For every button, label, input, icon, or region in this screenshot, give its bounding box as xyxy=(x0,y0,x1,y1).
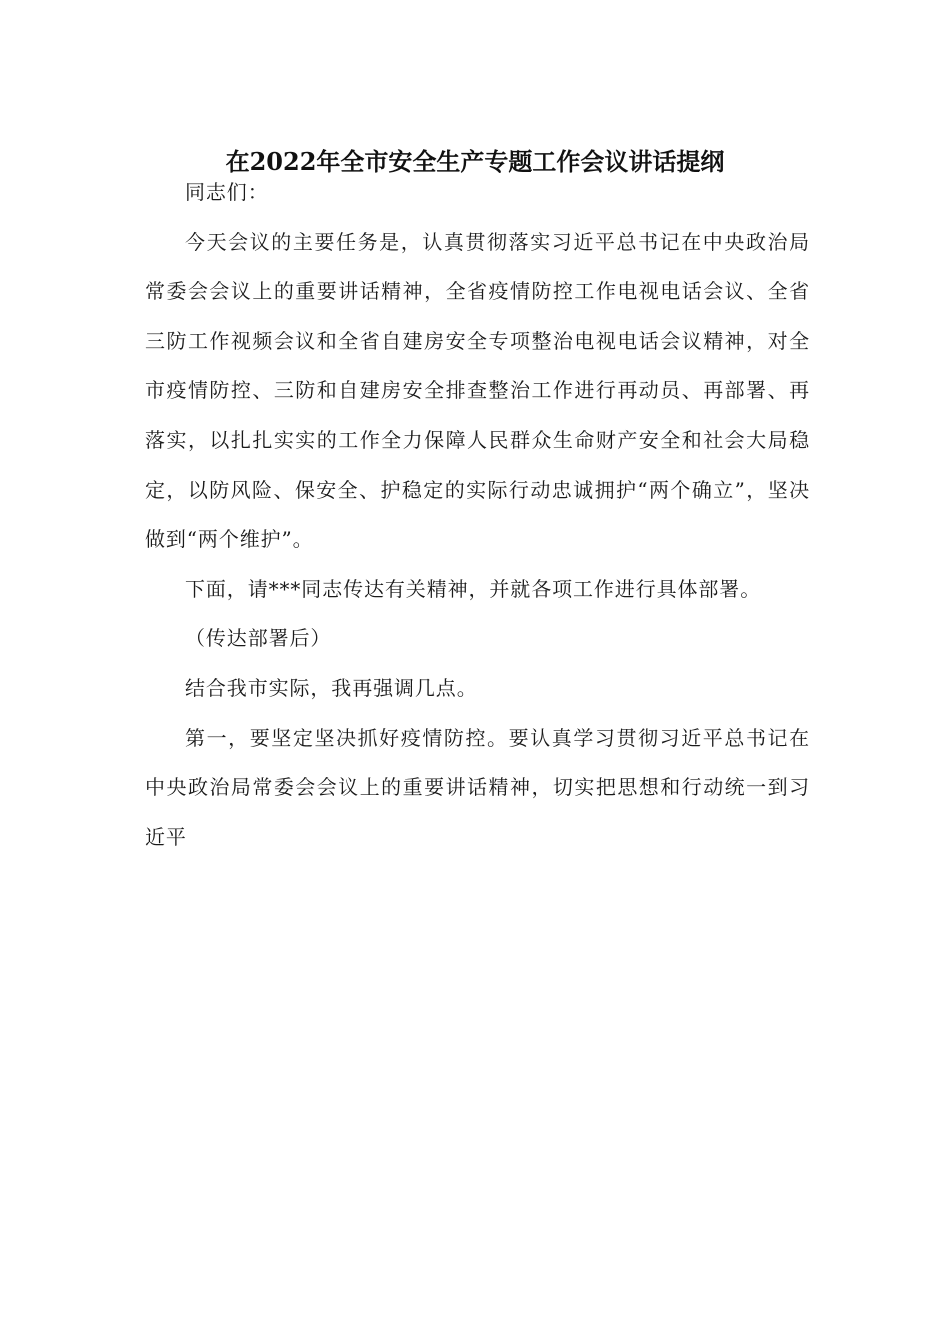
deployment-paragraph: 下面，请***同志传达有关精神，并就各项工作进行具体部署。 xyxy=(185,576,762,601)
after-deployment-note: （传达部署后） xyxy=(185,626,332,651)
first-point-paragraph: 第一，要坚定坚决抓好疫情防控。要认真学习贯彻习近平总书记在中央政治局常委会会议上的重要讲话精神，切实把思想和行动统一到习近平 xyxy=(145,725,810,849)
document-body xyxy=(145,168,810,862)
document-title: 在2022年全市安全生产专题工作会议讲话提纲 xyxy=(225,147,725,176)
emphasis-intro-paragraph: 结合我市实际，我再强调几点。 xyxy=(185,675,478,700)
greeting-paragraph: 同志们： xyxy=(185,180,269,204)
meeting-purpose-paragraph: 今天会议的主要任务是，认真贯彻落实习近平总书记在中央政治局常委会会议上的重要讲话精神，全省疫情防控工作电视电话会议、全省三防工作视频会议和全省自建房安全专项整治电视电话会议精神，对全市疫情防控、三防和自建房安全排查整治工作进行再动员、再部署、再落实，以扎扎实实的工作全力保障人民群众生命财产安全和社会大局稳定，以防风险、保安全、护稳定的实际行动忠诚拥护“两个确立”，坚决做到“两个维护”。 xyxy=(145,229,810,552)
